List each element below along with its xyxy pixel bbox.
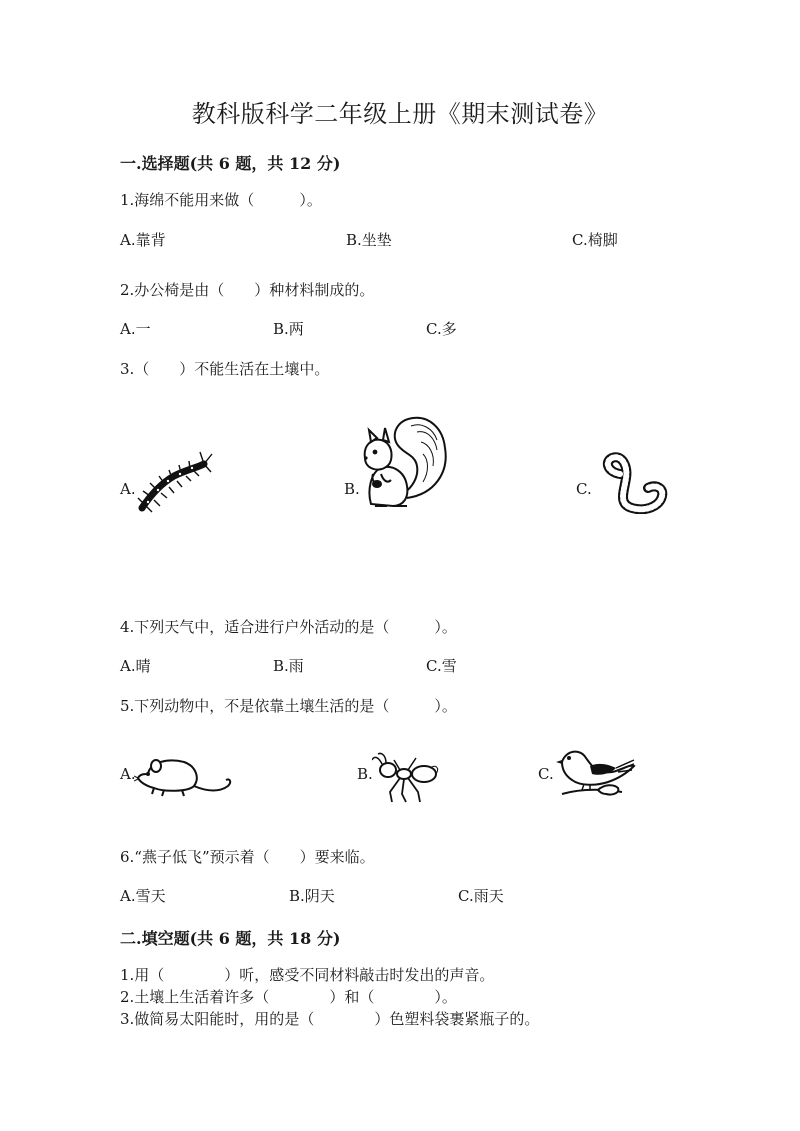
section-heading-choice: 一.选择题(共 6 题，共 12 分) <box>120 154 341 173</box>
earthworm-image <box>598 452 668 514</box>
question-6: 6.“燕子低飞”预示着（ ）要来临。 <box>120 848 375 866</box>
question-4: 4.下列天气中，适合进行户外活动的是（ ）。 <box>120 618 457 636</box>
fill-question-3: 3.做简易太阳能时，用的是（ ）色塑料袋裹紧瓶子的。 <box>120 1010 540 1028</box>
question-2-option-c[interactable]: C.多 <box>426 320 457 338</box>
page-title: 教科版科学二年级上册《期末测试卷》 <box>191 100 609 128</box>
question-6-option-a[interactable]: A.雪天 <box>120 887 166 905</box>
mouse-image <box>134 752 234 798</box>
question-1-option-b[interactable]: B.坐垫 <box>346 231 392 249</box>
question-5-option-c[interactable]: C. <box>538 765 554 783</box>
question-1-option-c[interactable]: C.椅脚 <box>572 231 618 249</box>
question-6-option-b[interactable]: B.阴天 <box>289 887 335 905</box>
question-2-option-a[interactable]: A.一 <box>120 320 151 338</box>
question-5-option-a[interactable]: A. <box>120 765 136 783</box>
question-3: 3.（ ）不能生活在土壤中。 <box>120 360 330 378</box>
question-6-option-c[interactable]: C.雨天 <box>458 887 504 905</box>
centipede-image <box>134 448 214 514</box>
question-2: 2.办公椅是由（ ）种材料制成的。 <box>120 281 375 299</box>
bird-image <box>556 744 636 802</box>
fill-question-1: 1.用（ ）听，感受不同材料敲击时发出的声音。 <box>120 966 495 984</box>
question-4-option-a[interactable]: A.晴 <box>120 657 151 675</box>
question-3-option-b[interactable]: B. <box>344 480 360 498</box>
question-5: 5.下列动物中，不是依靠土壤生活的是（ ）。 <box>120 697 457 715</box>
question-4-option-b[interactable]: B.雨 <box>273 657 304 675</box>
squirrel-image <box>357 414 449 510</box>
question-2-option-b[interactable]: B.两 <box>273 320 304 338</box>
question-1: 1.海绵不能用来做（ ）。 <box>120 191 322 209</box>
question-3-option-a[interactable]: A. <box>120 480 136 498</box>
question-4-option-c[interactable]: C.雪 <box>426 657 457 675</box>
section-heading-fill-blank: 二.填空题(共 6 题，共 18 分) <box>120 929 341 948</box>
question-3-option-c[interactable]: C. <box>576 480 592 498</box>
question-1-option-a[interactable]: A.靠背 <box>120 231 166 249</box>
fill-question-2: 2.土壤上生活着许多（ ）和（ ）。 <box>120 988 457 1006</box>
ant-image <box>372 752 442 804</box>
question-5-option-b[interactable]: B. <box>357 765 373 783</box>
